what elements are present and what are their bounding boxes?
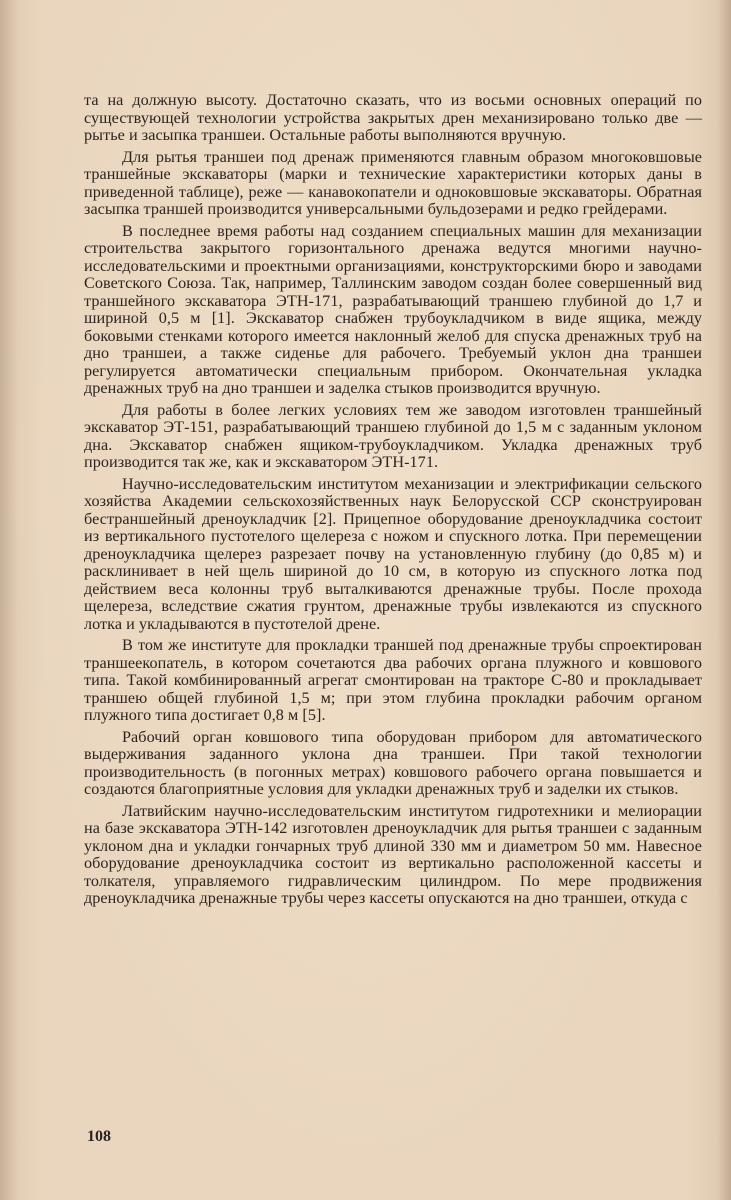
page-edge-shadow-right — [717, 0, 731, 1200]
page-edge-shadow-left — [0, 0, 18, 1200]
paragraph-7: Рабочий орган ковшового типа оборудован прибором для автоматического выдерживания заданного уклона дна траншеи. При такой технологии производительность (в погонных метрах) ковшового рабочего органа повышается и создаются благоприятные условия для укладки дренажных труб и заделки их стыков. — [84, 727, 702, 798]
paragraph-8: Латвийским научно-исследовательским институтом гидротехники и мелиорации на базе экскаватора ЭТН-142 изготовлен дреноукладчик для рытья траншеи с заданным уклоном дна и укладки гончарных труб длиной 330 мм и диаметром 50 мм. Навесное оборудование дреноукладчика состоит из вертикально расположенной кассеты и толкателя, управляемого гидравлическим цилиндром. По мере продвижения дреноукладчика дренажные трубы через кассеты опускаются на дно траншеи, откуда с — [84, 801, 702, 907]
paragraph-4: Для работы в более легких условиях тем же заводом изготовлен траншейный экскаватор ЭТ-151, разрабатывающий траншею глубиной до 1,5 м с заданным уклоном дна. Экскаватор снабжен ящиком-трубоукладчиком. Укладка дренажных труб производится так же, как и экскаватором ЭТН-171. — [84, 400, 702, 471]
paragraph-1: та на должную высоту. Достаточно сказать, что из восьми основных операций по существующей технологии устройства закрытых дрен механизировано только две — рытье и засыпка траншеи. Остальные работы выполняются вручную. — [84, 91, 702, 144]
paragraph-2: Для рытья траншеи под дренаж применяются главным образом многоковшовые траншейные экскаваторы (марки и технические характеристики которых даны в приведенной таблице), реже — канавокопатели и одноковшовые экскаваторы. Обратная засыпка траншей производится универсальными бульдозерами и редко грейдерами. — [84, 147, 702, 218]
page-text-block — [84, 92, 702, 912]
page-number: 108 — [87, 1128, 111, 1145]
paragraph-3: В последнее время работы над созданием специальных машин для механизации строительства закрытого горизонтального дренажа ведутся многими научно-исследовательскими и проектными организациями, конструкторскими бюро и заводами Советского Союза. Так, например, Таллинским заводом создан более совершенный вид траншейного экскаватора ЭТН-171, разрабатывающий траншею глубиной до 1,7 и шириной 0,5 м [1]. Экскаватор снабжен трубоукладчиком в виде ящика, между боковыми стенками которого имеется наклонный желоб для спуска дренажных труб на дно траншеи, а также сиденье для рабочего. Требуемый уклон дна траншеи регулируется автоматически специальным прибором. Окончательная укладка дренажных труб на дно траншеи и заделка стыков производится вручную. — [84, 221, 702, 397]
paragraph-5: Научно-исследовательским институтом механизации и электрификации сельского хозяйства Академии сельскохозяйственных наук Белорусской ССР сконструирован бестраншейный дреноукладчик [2]. Прицепное оборудование дреноукладчика состоит из вертикального пустотелого щелереза с ножом и спускного лотка. При перемещении дреноукладчика щелерез разрезает почву на установленную глубину (до 0,85 м) и расклинивает в ней щель шириной до 10 см, в которую из спускного лотка под действием веса колонны труб выталкиваются дренажные трубы. После прохода щелереза, вследствие сжатия грунтом, дренажные трубы извлекаются из спускного лотка и укладываются в пустотелой дрене. — [84, 474, 702, 633]
paragraph-6: В том же институте для прокладки траншей под дренажные трубы спроектирован траншеекопатель, в котором сочетаются два рабочих органа плужного и ковшового типа. Такой комбинированный агрегат смонтирован на тракторе С-80 и прокладывает траншею общей глубиной 1,5 м; при этом глубина прокладки рабочим органом плужного типа достигает 0,8 м [5]. — [84, 636, 702, 724]
